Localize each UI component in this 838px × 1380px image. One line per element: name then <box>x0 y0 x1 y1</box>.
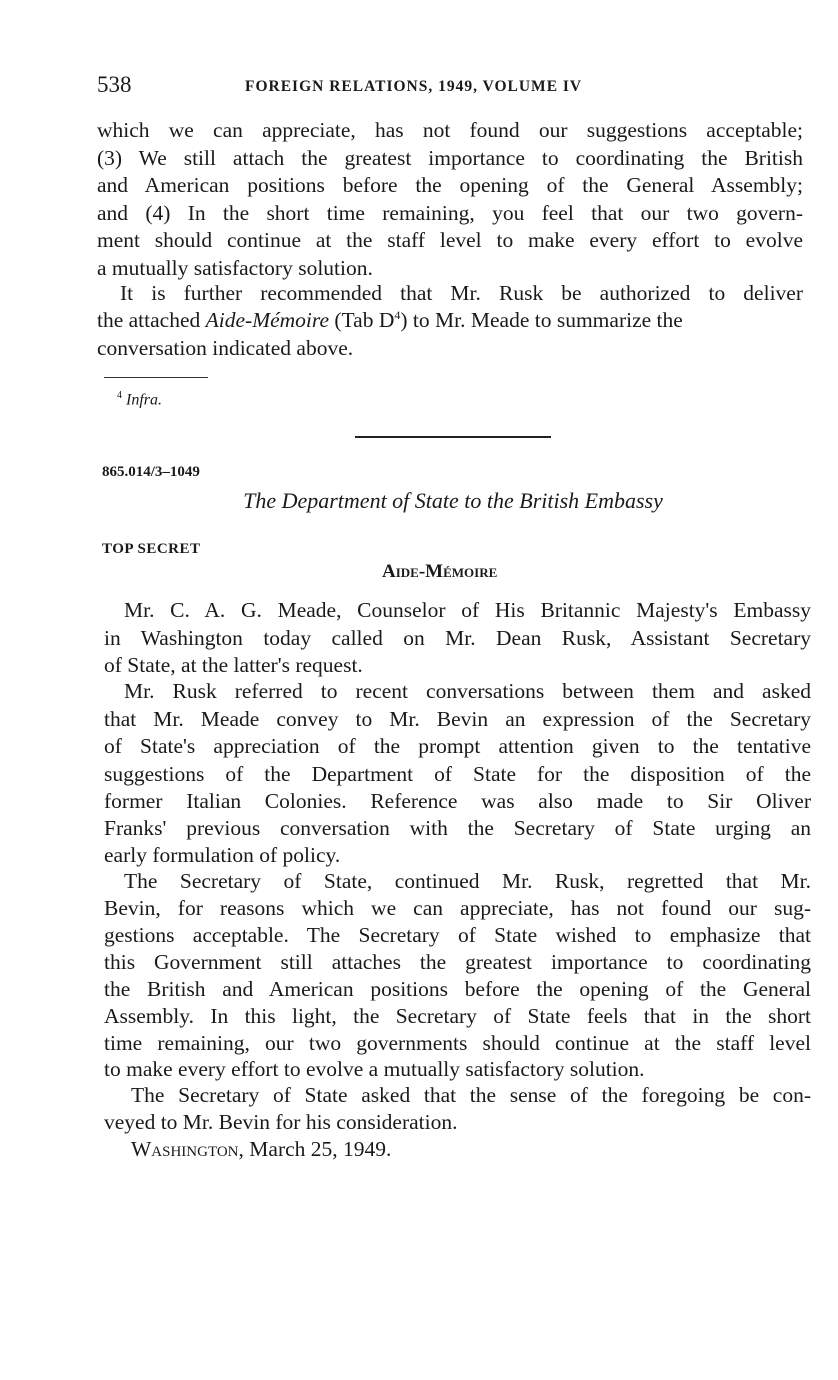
footnote-marker: 4 <box>394 307 401 322</box>
body-line: of State, at the latter's request. <box>104 653 363 677</box>
sign-off-place: Washington <box>131 1137 239 1161</box>
page-number: 538 <box>97 72 132 97</box>
body-line: of State's appreciation of the prompt attention given to the tentative <box>104 734 811 758</box>
body-line: Mr. Rusk referred to recent conversations between them and asked <box>124 679 811 703</box>
sign-off <box>131 1137 391 1162</box>
body-line: The Secretary of State asked that the sense of the foregoing be con- <box>131 1083 811 1107</box>
sign-off-date: , March 25, 1949. <box>238 1137 392 1161</box>
recommendation-line: conversation indicated above. <box>97 336 354 360</box>
body-line: to make every effort to evolve a mutually satisfactory solution. <box>104 1057 645 1081</box>
body-line: Bevin, for reasons which we can appreciate, has not found our sug- <box>104 896 811 920</box>
document-type: Aide-Mémoire <box>382 561 498 582</box>
continuation-line: a mutually satisfactory solution. <box>97 256 373 280</box>
body-line: time remaining, our two governments should continue at the staff level <box>104 1031 811 1055</box>
recommendation-line <box>97 307 803 334</box>
recommendation-line: It is further recommended that Mr. Rusk be authorized to deliver <box>120 281 803 305</box>
continuation-line: ment should continue at the staff level to make every effort to evolve <box>97 228 803 252</box>
footnote-text: Infra. <box>126 391 162 409</box>
file-number: 865.014/3–1049 <box>102 464 200 480</box>
classification-label: TOP SECRET <box>102 541 201 557</box>
body-line: in Washington today called on Mr. Dean Rusk, Assistant Secretary <box>104 626 811 650</box>
aide-memoire-italic: Aide-Mémoire <box>205 308 330 332</box>
continuation-line: (3) We still attach the greatest importance to coordinating the British <box>97 146 803 170</box>
body-line: suggestions of the Department of State for the disposition of the <box>104 762 811 786</box>
footnote <box>117 390 162 409</box>
running-head: FOREIGN RELATIONS, 1949, VOLUME IV <box>245 78 583 95</box>
body-line: veyed to Mr. Bevin for his consideration. <box>104 1110 458 1134</box>
document-title: The Department of State to the British Embassy <box>243 488 663 513</box>
page-header <box>97 72 717 102</box>
body-line: this Government still attaches the greatest importance to coordinating <box>104 950 811 974</box>
body-line: Franks' previous conversation with the Secretary of State urging an <box>104 816 811 840</box>
continuation-line: and (4) In the short time remaining, you feel that our two govern- <box>97 201 803 225</box>
footnote-number: 4 <box>117 390 122 401</box>
continuation-line: which we can appreciate, has not found our suggestions acceptable; <box>97 118 803 142</box>
body-line: the British and American positions before the opening of the General <box>104 977 811 1001</box>
section-divider <box>355 436 551 438</box>
body-line: gestions acceptable. The Secretary of State wished to emphasize that <box>104 923 811 947</box>
body-line: former Italian Colonies. Reference was also made to Sir Oliver <box>104 789 811 813</box>
continuation-line: and American positions before the opening of the General Assembly; <box>97 173 803 197</box>
body-line: early formulation of policy. <box>104 843 341 867</box>
body-line: Mr. C. A. G. Meade, Counselor of His Britannic Majesty's Embassy <box>124 598 811 622</box>
footnote-divider <box>104 377 208 378</box>
body-line: that Mr. Meade convey to Mr. Bevin an expression of the Secretary <box>104 707 811 731</box>
body-line: Assembly. In this light, the Secretary of State feels that in the short <box>104 1004 811 1028</box>
body-line: The Secretary of State, continued Mr. Rusk, regretted that Mr. <box>124 869 811 893</box>
recommendation-text: the attached Aide-Mémoire (Tab D$^4$) to Mr. Meade to summarize the <box>97 307 683 332</box>
